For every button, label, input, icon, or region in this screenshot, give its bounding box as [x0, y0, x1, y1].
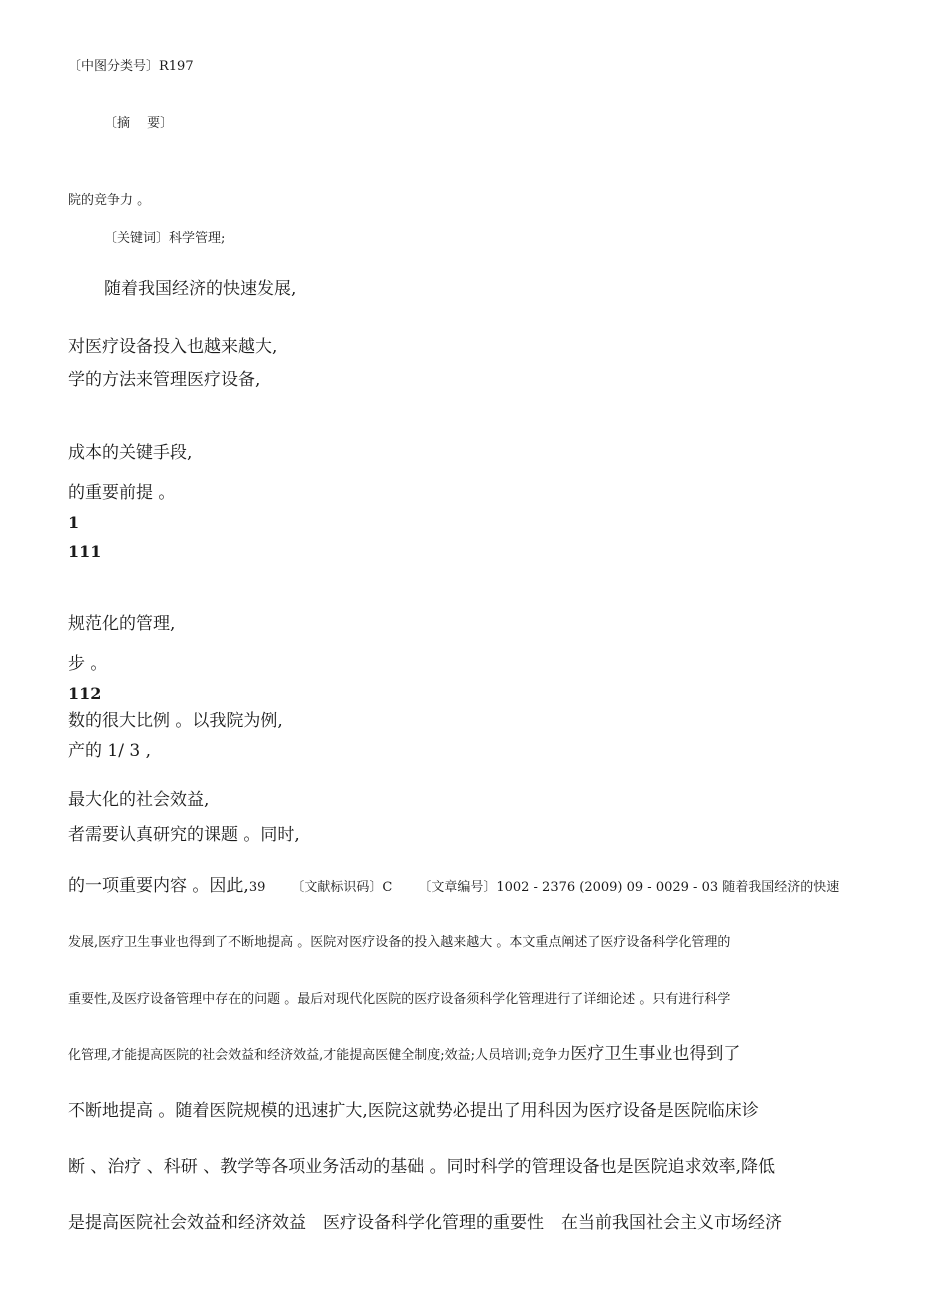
text-line: 学的方法来管理医疗设备, [68, 370, 261, 390]
text-line: 断 、治疗 、科研 、教学等各项业务活动的基础 。同时科学的管理设备也是医院追求效率,降低 [68, 1157, 776, 1177]
text-line: 对医疗设备投入也越来越大, [68, 337, 278, 357]
text-line: 发展,医疗卫生事业也得到了不断地提高 。医院对医疗设备的投入越来越大 。本文重点阐述了医疗设备科学化管理的 [68, 935, 731, 950]
section-number: 1 [68, 513, 80, 532]
text-line: 随着我国经济的快速发展, [104, 279, 297, 299]
text-line: 最大化的社会效益, [68, 790, 210, 810]
text-line: 步 。 [68, 654, 108, 674]
text-line: 产的 1/ 3 , [68, 741, 151, 761]
text-segment: 的一项重要内容 。因此, [68, 876, 249, 896]
abstract-label: 〔摘 要〕 [104, 116, 174, 131]
mixed-text-line [68, 878, 839, 895]
document-code: 〔文献标识码〕C [291, 880, 393, 895]
text-segment: 医疗卫生事业也得到了 [570, 1044, 741, 1064]
text-line: 成本的关键手段, [68, 443, 193, 463]
section-number: 112 [68, 684, 102, 703]
section-number: 111 [68, 542, 102, 561]
article-number: 〔文章编号〕1002 - 2376 (2009) 09 - 0029 - 03 随着我国经济的快速 [418, 880, 840, 895]
text-line: 的重要前提 。 [68, 483, 176, 503]
page-number: 39 [248, 880, 266, 895]
text-line: 不断地提高 。随着医院规模的迅速扩大,医院这就势必提出了用科因为医疗设备是医院临床诊 [68, 1101, 759, 1121]
keywords-label: 〔关键词〕科学管理; [104, 231, 226, 246]
text-line: 重要性,及医疗设备管理中存在的问题 。最后对现代化医院的医疗设备须科学化管理进行了详细论述 。只有进行科学 [68, 992, 731, 1007]
text-line: 规范化的管理, [68, 614, 176, 634]
text-line: 是提高医院社会效益和经济效益 医疗设备科学化管理的重要性 在当前我国社会主义市场经济 [68, 1213, 782, 1233]
text-line: 数的很大比例 。以我院为例, [68, 711, 283, 731]
text-line: 院的竞争力 。 [68, 193, 151, 208]
text-line: 者需要认真研究的课题 。同时, [68, 825, 300, 845]
classification-number: 〔中图分类号〕R197 [68, 59, 194, 74]
text-segment: 化管理,才能提高医院的社会效益和经济效益,才能提高医健全制度;效益;人员培训;竞争力 [68, 1048, 571, 1063]
mixed-text-line [68, 1046, 740, 1063]
